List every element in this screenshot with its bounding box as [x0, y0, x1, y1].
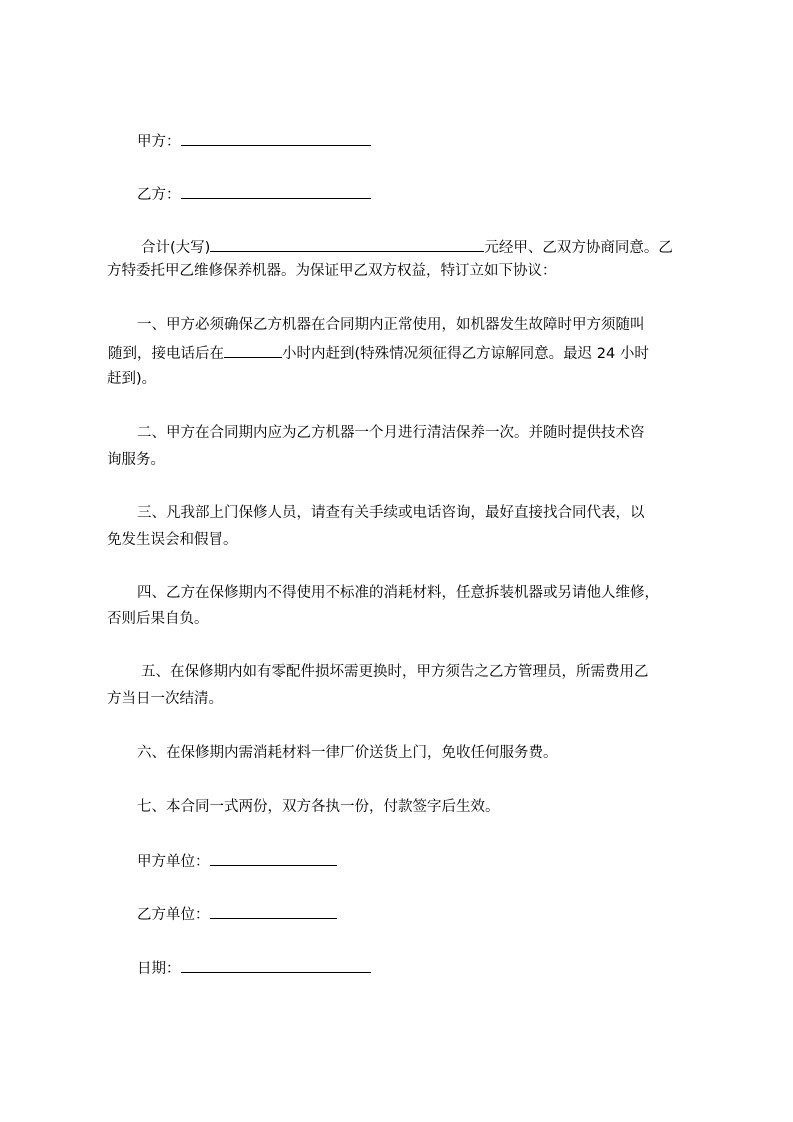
party-a-unit-line: [137, 848, 337, 875]
date-label: 日期：: [137, 961, 181, 977]
party-a-unit-label: 甲方单位：: [137, 854, 210, 870]
hours-blank: [224, 340, 282, 358]
clause-3-line-1: 三、凡我部上门保修人员，请查有关手续或电话咨询，最好直接找合同代表，以: [137, 505, 645, 521]
clause-6: 六、在保修期内需消耗材料一律厂价送货上门，免收任何服务费。: [137, 745, 558, 761]
clause-1-line-1: 一、甲方必须确保乙方机器在合同期内正常使用，如机器发生故障时甲方须随叫: [137, 317, 645, 333]
date-line: [137, 955, 371, 982]
clause-4-line-1: 四、乙方在保修期内不得使用不标准的消耗材料，任意拆装机器或另请他人维修，: [137, 585, 659, 601]
party-b-line: [137, 181, 371, 208]
party-a-line: [137, 128, 371, 155]
date-blank: [181, 955, 371, 973]
amount-line-2: 方特委托甲乙维修保养机器。为保证甲乙双方权益，特订立如下协议：: [107, 263, 557, 279]
clause-1-suffix: 小时内赶到(特殊情况须征得乙方谅解同意。最迟 24 小时: [282, 346, 649, 362]
clause-1-prefix: 随到，接电话后在: [108, 346, 224, 362]
party-b-unit-line: [137, 901, 337, 928]
clause-1-line-2: [108, 340, 649, 367]
clause-7: 七、本合同一式两份，双方各执一份，付款签字后生效。: [137, 799, 500, 815]
clause-2-line-2: 询服务。: [107, 452, 165, 468]
clause-5-line-1: 五、在保修期内如有零配件损坏需更换时，甲方须告之乙方管理员，所需费用乙: [141, 664, 649, 680]
clause-3-line-2: 免发生误会和假冒。: [107, 532, 238, 548]
amount-suffix: 元经甲、乙双方协商同意。乙: [484, 240, 673, 256]
amount-prefix: 合计(大写): [141, 240, 211, 256]
party-b-unit-blank: [210, 901, 337, 919]
clause-2-line-1: 二、甲方在合同期内应为乙方机器一个月进行清洁保养一次。并随时提供技术咨: [137, 425, 645, 441]
party-a-blank: [181, 128, 371, 146]
clause-1-line-3: 赶到)。: [107, 371, 157, 387]
clause-5-line-2: 方当日一次结清。: [107, 691, 223, 707]
amount-line-1: [141, 234, 673, 261]
party-a-label: 甲方：: [137, 134, 181, 150]
party-b-unit-label: 乙方单位：: [137, 907, 210, 923]
party-a-unit-blank: [210, 848, 337, 866]
clause-4-line-2: 否则后果自负。: [107, 611, 209, 627]
party-b-blank: [181, 181, 371, 199]
amount-blank: [210, 234, 484, 252]
party-b-label: 乙方：: [137, 187, 181, 203]
